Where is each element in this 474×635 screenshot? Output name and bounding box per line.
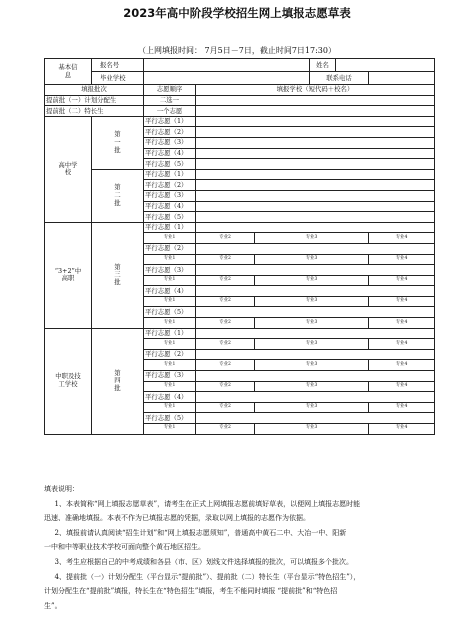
major-cell[interactable]: 专业4 [369,402,435,413]
phone-label: 联系电话 [310,72,369,85]
major-cell[interactable]: 专业1 [144,275,196,286]
school-field[interactable] [196,148,435,159]
major-cell[interactable]: 专业4 [369,381,435,392]
early-school-field-2[interactable] [196,106,435,117]
major-cell[interactable]: 专业3 [255,381,369,392]
major-cell[interactable]: 专业4 [369,233,435,244]
early-batch-2: 提前批（二）特长生 [45,106,144,117]
phone-field[interactable] [369,72,435,85]
wish-label: 平行志愿（5） [144,413,196,424]
school-field[interactable] [196,286,435,297]
wish-label: 平行志愿（1） [144,328,196,339]
page-subtitle: （上网填报时间： 7月5日－7日，截止时间7日17:30） [138,46,336,55]
major-cell[interactable]: 专业2 [196,360,255,371]
school-field[interactable] [196,222,435,233]
wish-label: 平行志愿（1） [144,169,196,180]
major-cell[interactable]: 专业4 [369,275,435,286]
school-field[interactable] [196,180,435,191]
reg-no-label: 报名号 [92,59,144,72]
major-cell[interactable]: 专业4 [369,360,435,371]
early-batch-1: 提前批（一）计划分配生 [45,95,144,106]
school-field[interactable] [144,72,310,85]
wish-label: 平行志愿（3） [144,371,196,382]
note-4: 4、提前批（一）计划分配生（平台显示“提前批”）、提前批（二）特长生（平台显示“特色招生”）， [54,572,361,581]
major-cell[interactable]: 专业3 [255,424,369,435]
note-3: 3、考生应根据自己的中考成绩和各县（市、区）划线文件选择填报的批次，可以填报多个批次。 [54,557,353,566]
major-cell[interactable]: 专业2 [196,381,255,392]
wish-label: 平行志愿（3） [144,265,196,276]
school-field[interactable] [196,307,435,318]
school-field[interactable] [196,212,435,223]
note-1: 1、本表简称“网上填报志愿草表”，请考生在正式上网填报志愿前填好草表，以便网上填报志愿时能 [54,499,361,508]
school-field[interactable] [196,169,435,180]
wish-label: 平行志愿（2） [144,180,196,191]
note-1-cont: 迅速、准确地填报。本表不作为已填报志愿的凭据，录取以网上填报的志愿作为依据。 [44,514,310,523]
batch-3-label: 第三批 [92,222,144,328]
wish-label: 平行志愿（3） [144,190,196,201]
early-school-field[interactable] [196,95,435,106]
batch-1-label: 第一批 [92,116,144,169]
major-cell[interactable]: 专业2 [196,254,255,265]
reg-no-field[interactable] [144,59,310,72]
wish-label: 平行志愿（4） [144,201,196,212]
wish-label: 平行志愿（3） [144,137,196,148]
batch-2-label: 第二批 [92,169,144,222]
school-field[interactable] [196,392,435,403]
batch-4-label: 第四批 [92,328,144,434]
name-field[interactable] [336,59,435,72]
application-form-table [44,58,435,435]
basic-info-label: 基本信息 [45,59,92,85]
vocational-group: “3+2”中高职 [45,222,92,328]
school-field[interactable] [196,328,435,339]
major-cell[interactable]: 专业3 [255,233,369,244]
name-label: 姓名 [310,59,336,72]
batch-header: 填报批次 [45,85,144,96]
wish-label: 平行志愿（2） [144,349,196,360]
wish-label: 平行志愿（4） [144,286,196,297]
wish-label: 平行志愿（1） [144,222,196,233]
major-cell[interactable]: 专业3 [255,275,369,286]
school-field[interactable] [196,190,435,201]
wish-label: 平行志愿（5） [144,307,196,318]
major-cell[interactable]: 专业2 [196,275,255,286]
school-field[interactable] [196,127,435,138]
major-cell[interactable]: 专业4 [369,424,435,435]
major-cell[interactable]: 专业4 [369,339,435,350]
wish-label: 平行志愿（4） [144,392,196,403]
order-header: 志愿顺序 [144,85,196,96]
major-cell[interactable]: 专业2 [196,296,255,307]
note-4-cont: 计划分配生在“提前批”填报，特长生在“特色招生”填报，考生不能同时填报 “提前批”和“特色招 [44,587,338,596]
major-cell[interactable]: 专业3 [255,318,369,329]
school-field[interactable] [196,413,435,424]
major-cell[interactable]: 专业1 [144,339,196,350]
major-cell[interactable]: 专业1 [144,233,196,244]
school-field[interactable] [196,265,435,276]
major-cell[interactable]: 专业3 [255,254,369,265]
school-field[interactable] [196,371,435,382]
wish-label: 平行志愿（5） [144,159,196,170]
wish-label: 平行志愿（2） [144,243,196,254]
high-school-group: 高中学校 [45,116,92,222]
major-cell[interactable]: 专业1 [144,381,196,392]
major-cell[interactable]: 专业2 [196,402,255,413]
school-field[interactable] [196,159,435,170]
major-cell[interactable]: 专业3 [255,296,369,307]
page-title: 2023年高中阶段学校招生网上填报志愿草表 [123,6,351,20]
wish-label: 平行志愿（1） [144,116,196,127]
major-cell[interactable]: 专业2 [196,318,255,329]
instructions [44,482,436,613]
school-field[interactable] [196,243,435,254]
school-field[interactable] [196,116,435,127]
major-cell[interactable]: 专业1 [144,254,196,265]
major-cell[interactable]: 专业1 [144,296,196,307]
notes-heading: 填表说明： [44,485,79,493]
school-header: 填报学校（短代码＋校名） [196,85,435,96]
major-cell[interactable]: 专业2 [196,233,255,244]
major-cell[interactable]: 专业3 [255,402,369,413]
note-4-end: 生”。 [44,601,62,610]
note-2: 2、填报前请认真阅读“招生计划”和“网上填报志愿须知”，普通高中黄石二中、大冶一中、阳新 [54,528,347,537]
major-cell[interactable]: 专业3 [255,339,369,350]
wish-label: 平行志愿（5） [144,212,196,223]
school-field[interactable] [196,349,435,360]
school-field[interactable] [196,201,435,212]
wish-label: 平行志愿（4） [144,148,196,159]
major-cell[interactable]: 专业1 [144,360,196,371]
major-cell[interactable]: 专业4 [369,318,435,329]
early-single-note: 一个志愿 [144,106,196,117]
school-field[interactable] [196,137,435,148]
major-cell[interactable]: 专业2 [196,424,255,435]
major-cell[interactable]: 专业4 [369,296,435,307]
early-choice-note: 二选一 [144,95,196,106]
major-cell[interactable]: 专业3 [255,360,369,371]
note-2-cont: 一中和中等职业技术学校可面向整个黄石地区招生。 [44,543,205,552]
school-label: 毕业学校 [92,72,144,85]
major-cell[interactable]: 专业4 [369,254,435,265]
wish-label: 平行志愿（2） [144,127,196,138]
major-cell[interactable]: 专业2 [196,339,255,350]
major-cell[interactable]: 专业1 [144,318,196,329]
tech-school-group: 中职及技工学校 [45,328,92,434]
major-cell[interactable]: 专业1 [144,424,196,435]
major-cell[interactable]: 专业1 [144,402,196,413]
